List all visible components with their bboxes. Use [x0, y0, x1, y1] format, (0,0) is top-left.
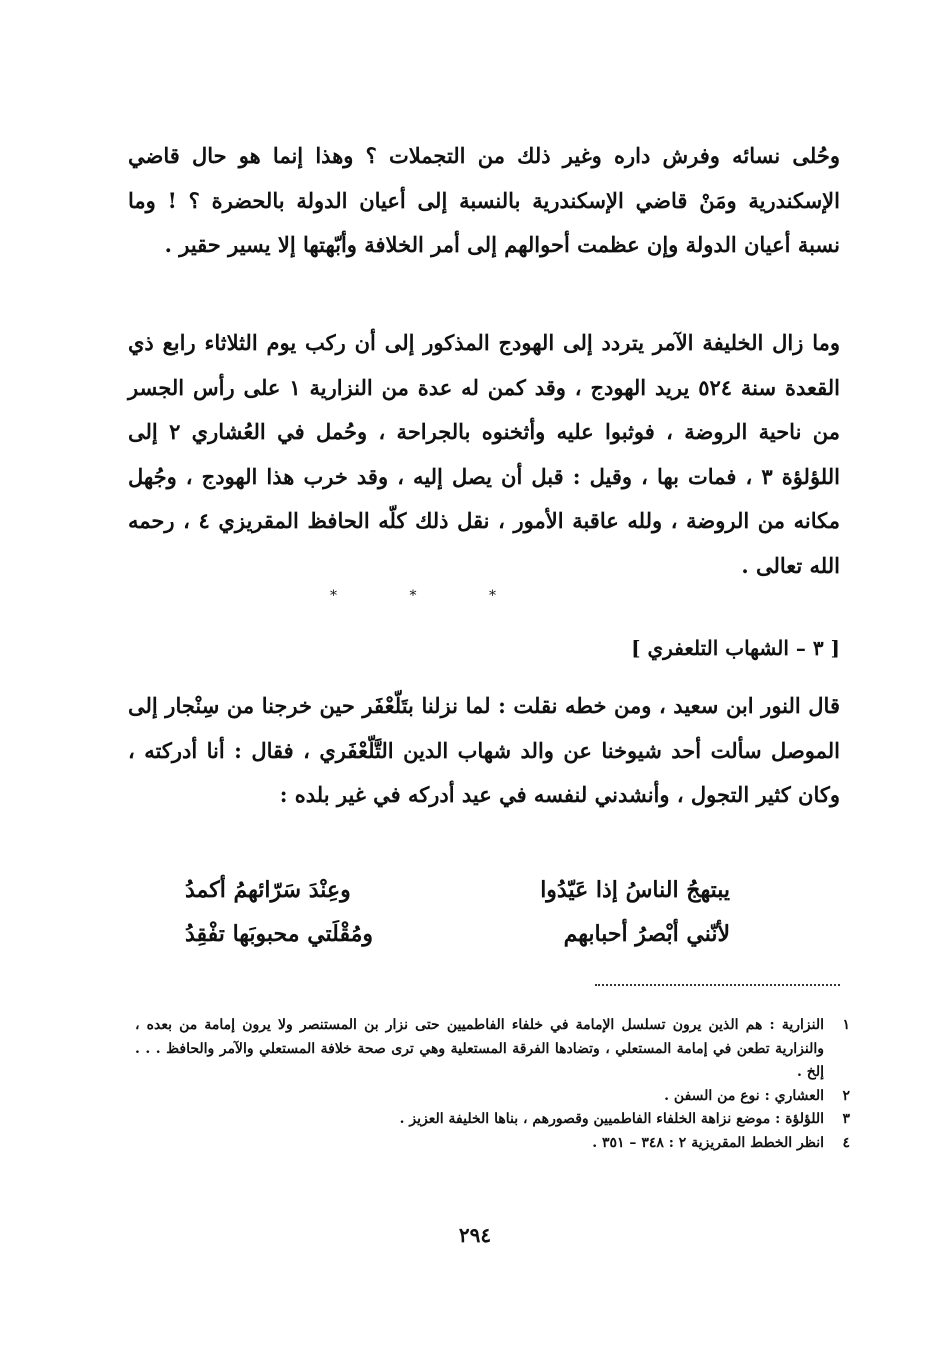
- footnote-divider: [595, 984, 840, 986]
- footnotes: [135, 1014, 850, 1155]
- poem-verse: [185, 912, 730, 956]
- footnote: [135, 1132, 850, 1156]
- body-paragraph-3: قال النور ابن سعيد ، ومن خطه نقلت : لما نزلنا بتَلّعْفَر حين خرجنا من سِنْجار إلى الموصل سألت أحد شيوخنا عن والد شهاب الدين التَّلّعْفَري ، فقال : أنا أدركته ، وكان كثير التجول ، وأنشدني لنفسه في عيد أدركه في غير بلده :: [128, 693, 840, 807]
- body-paragraph-2: وما زال الخليفة الآمر يتردد إلى الهودج المذكور إلى أن ركب يوم الثلاثاء رابع ذي القعدة سنة ٥٢٤ يريد الهودج ، وقد كمن له عدة من النزارية ١ على رأس الجسر من ناحية الروضة ، فوثبوا عليه وأثخنوه بالجراحة ، وحُمل في العُشاري ٢ إلى اللؤلؤة ٣ ، فمات بها ، وقيل : قبل أن يصل إليه ، وقد خرب هذا الهودج ، وجُهل مكانه من الروضة ، ولله عاقبة الأمور ، نقل ذلك كلّه الحافظ المقريزي ٤ ، رحمه الله تعالى .: [128, 330, 841, 578]
- body-paragraph-1: وحُلى نسائه وفرش داره وغير ذلك من التجملات ؟ وهذا إنما هو حال قاضي الإسكندرية ومَنْ قاضي الإسكندرية بالنسبة إلى أعيان الدولة بالحضرة ؟ ! وما نسبة أعيان الدولة وإن عظمت أحوالهم إلى أمر الخلافة وأبّهتها إلا يسير حقير .: [128, 143, 840, 257]
- verse-second-hemistich: وعِنْدَ سَرّائهمُ أكمدُ: [185, 877, 351, 903]
- footnote-text: العشاري : نوع من السفن .: [664, 1087, 824, 1104]
- poem: [185, 868, 730, 956]
- section-separator: * * *: [330, 588, 530, 604]
- verse-second-hemistich: ومُقْلَتي محبوبَها تفْقِدُ: [185, 921, 373, 947]
- section-heading: [ ٣ – الشهاب التلعفري ]: [631, 636, 840, 660]
- footnote-number: ٢: [842, 1087, 850, 1104]
- footnote-text: اللؤلؤة : موضع نزاهة الخلفاء الفاطميين وقصورهم ، بناها الخليفة العزيز .: [399, 1111, 824, 1127]
- poem-verse: [185, 868, 730, 912]
- book-page: [110, 0, 850, 1358]
- verse-first-hemistich: يبتهجُ الناسُ إذا عَيّدُوا: [540, 877, 730, 903]
- page-number: ٢٩٤: [458, 1223, 492, 1247]
- footnote: [135, 1085, 850, 1109]
- verse-first-hemistich: لأنّني أبْصرُ أحبابهم: [563, 921, 730, 947]
- footnote: [135, 1014, 850, 1085]
- footnote-text: انظر الخطط المقريزية ٢ : ٣٤٨ – ٣٥١ .: [592, 1134, 824, 1151]
- footnote-number: ٣: [842, 1111, 850, 1127]
- footnote-text: النزارية : هم الذين يرون تسلسل الإمامة في خلفاء الفاطميين حتى نزار بن المستنصر ولا يرون إمامة من بعده ، والنزارية تطعن في إمامة المستعلي ، وتضادها الفرقة المستعلية وهي ترى صحة خلافة المستعلي والآمر والحافظ . . . إلخ .: [135, 1017, 824, 1080]
- footnote: [135, 1108, 850, 1132]
- footnote-number: ١: [842, 1017, 850, 1033]
- footnote-number: ٤: [842, 1134, 850, 1151]
